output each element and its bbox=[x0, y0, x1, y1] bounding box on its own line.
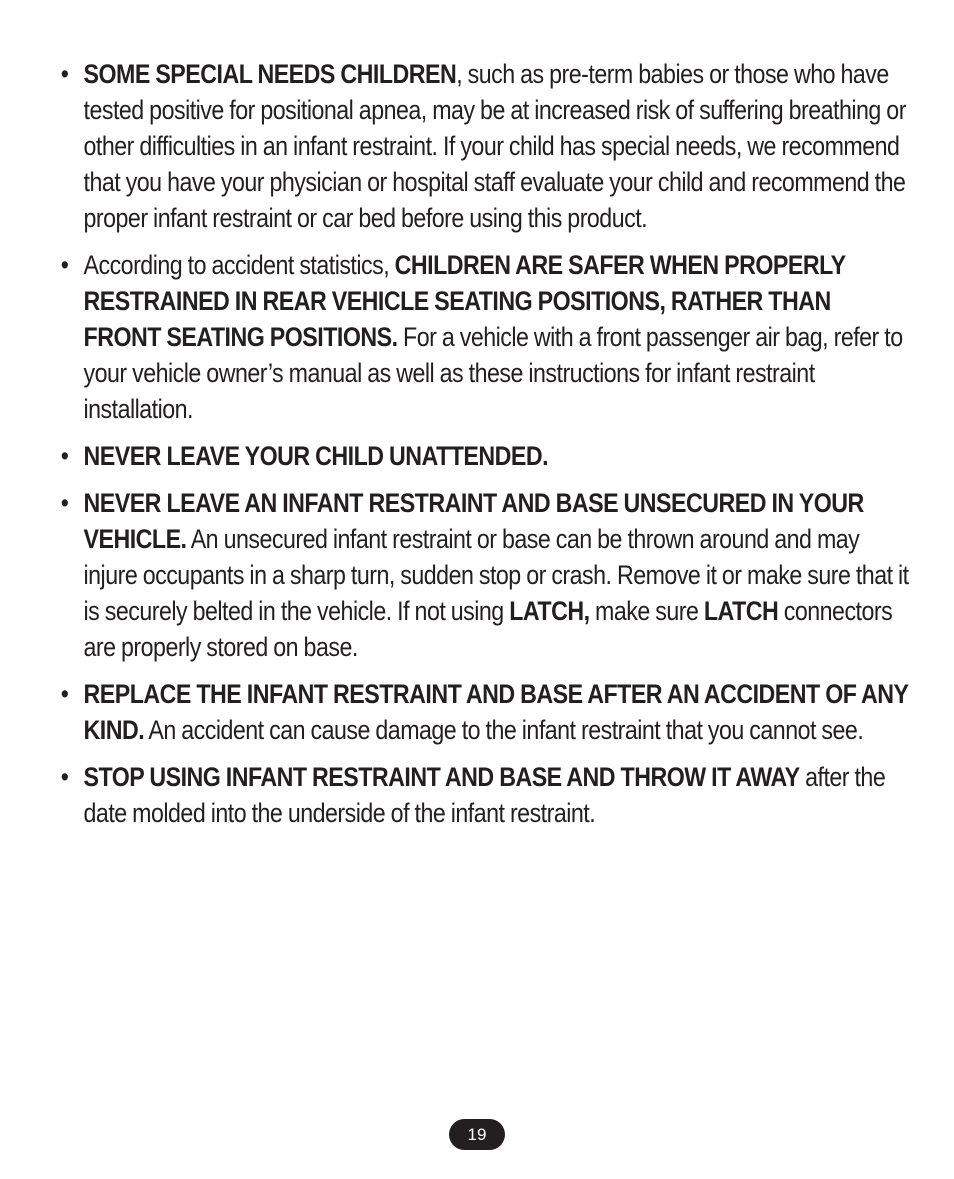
warning-item bbox=[56, 56, 909, 236]
page-number-badge: 19 bbox=[449, 1119, 505, 1150]
item-text-bold: NEVER LEAVE YOUR CHILD UNATTENDED. bbox=[83, 441, 549, 471]
bullet-icon: • bbox=[60, 488, 69, 518]
item-text-bold: NEVER LEAVE AN INFANT RESTRAINT AND BASE UNSECURED IN YOUR VEHICLE. bbox=[83, 488, 864, 554]
item-text: An unsecured infant restraint or base can be thrown around and may injure occupants in a sharp turn, sudden stop or crash. Remove it or make sure that it is securely belted in the vehicle. If not using bbox=[83, 524, 909, 626]
bullet-icon: • bbox=[60, 679, 69, 709]
item-text: According to accident statistics, bbox=[83, 250, 395, 280]
item-text-bold: LATCH bbox=[703, 596, 779, 626]
item-text-bold: SOME SPECIAL NEEDS CHILDREN bbox=[83, 59, 457, 89]
item-text: make sure bbox=[589, 596, 704, 626]
warning-bullet-list bbox=[56, 56, 909, 842]
warning-item bbox=[56, 759, 909, 831]
item-text: , such as pre-term babies or those who have tested positive for positional apnea, may be at increased risk of suffering breathing or other difficulties in an infant restraint. If your child has special needs, we recommend that you have your physician or hospital staff evaluate your child and recommend the proper infant restraint or car bed before using this product. bbox=[83, 59, 906, 233]
warning-item bbox=[56, 438, 909, 474]
item-text: connectors are properly stored on base. bbox=[83, 596, 893, 662]
item-text: after the date molded into the underside of the infant restraint. bbox=[83, 762, 886, 828]
item-text-bold: CHILDREN ARE SAFER WHEN PROPERLY RESTRAINED IN REAR VEHICLE SEATING POSITIONS, RATHER THAN FRONT SEATING POSITIONS. bbox=[83, 250, 846, 352]
warning-item bbox=[56, 676, 909, 748]
item-text-bold: STOP USING INFANT RESTRAINT AND BASE AND THROW IT AWAY bbox=[83, 762, 800, 792]
item-text: For a vehicle with a front passenger air bag, refer to your vehicle owner’s manual as well as these instructions for infant restraint installation. bbox=[83, 322, 903, 424]
bullet-icon: • bbox=[60, 441, 69, 471]
item-text-bold: LATCH, bbox=[509, 596, 590, 626]
item-text: An accident can cause damage to the infant restraint that you cannot see. bbox=[144, 715, 864, 745]
bullet-icon: • bbox=[60, 59, 69, 89]
item-text-bold: REPLACE THE INFANT RESTRAINT AND BASE AFTER AN ACCIDENT OF ANY KIND. bbox=[83, 679, 909, 745]
warning-item bbox=[56, 247, 909, 427]
warning-item bbox=[56, 485, 909, 665]
bullet-icon: • bbox=[60, 250, 69, 280]
bullet-icon: • bbox=[60, 762, 69, 792]
